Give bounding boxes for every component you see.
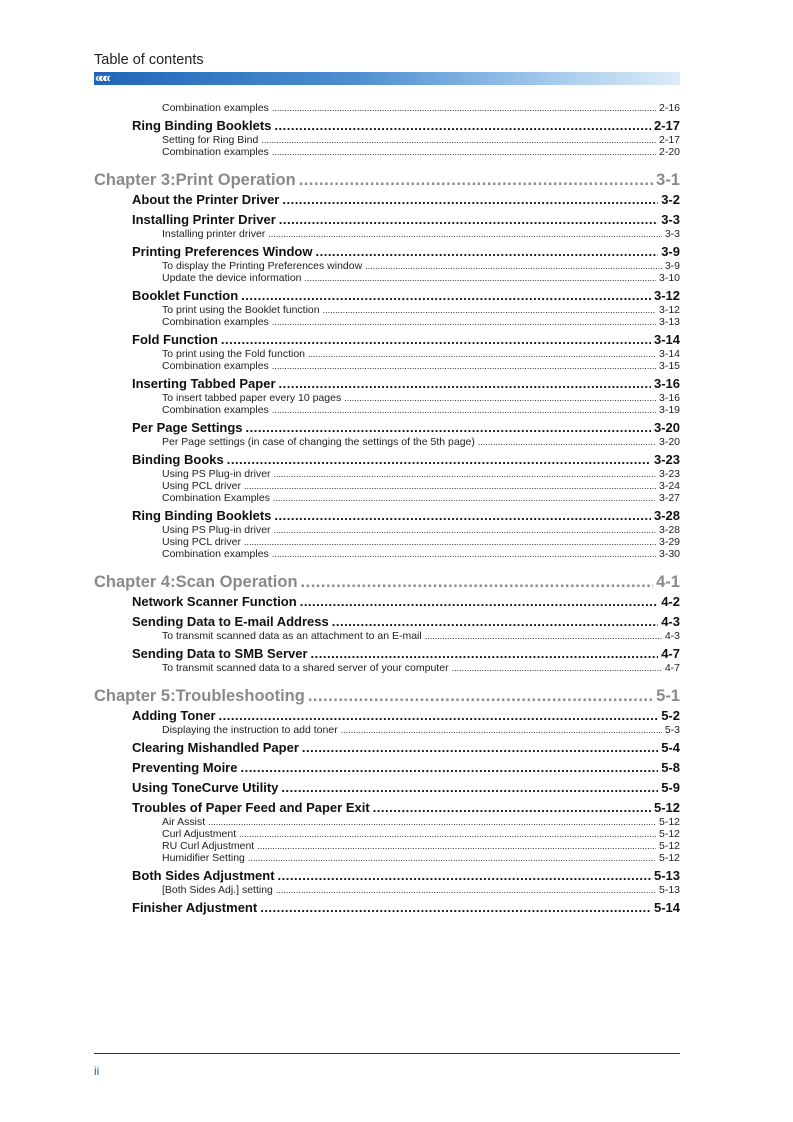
toc-entry-page: 5-4 (661, 740, 680, 755)
toc-entry-page: 3-19 (658, 404, 680, 416)
toc-subsection-entry[interactable] (162, 524, 680, 536)
toc-dot-leader (272, 147, 656, 157)
toc-section-entry[interactable] (132, 760, 680, 775)
toc-subsection-entry[interactable] (162, 662, 680, 674)
toc-entry-page: 3-14 (653, 332, 680, 347)
toc-dot-leader (261, 135, 656, 145)
toc-entry-title: To print using the Fold function (162, 348, 306, 360)
toc-entry-page: 5-13 (658, 884, 680, 896)
toc-entry-title: Troubles of Paper Feed and Paper Exit (132, 800, 370, 815)
toc-subsection-entry[interactable] (162, 272, 680, 284)
toc-dot-leader (478, 437, 656, 447)
toc-entry-page: 4-3 (661, 614, 680, 629)
toc-dot-leader (301, 573, 654, 592)
toc-subsection-entry[interactable] (162, 102, 680, 114)
toc-dot-leader (274, 525, 656, 535)
toc-entry-title: Humidifier Setting (162, 852, 245, 864)
toc-chapter-entry[interactable] (94, 687, 680, 706)
toc-entry-title: Chapter 5:Troubleshooting (94, 687, 305, 705)
toc-entry-title: Chapter 3:Print Operation (94, 171, 296, 189)
toc-entry-title: Using PCL driver (162, 536, 241, 548)
toc-subsection-entry[interactable] (162, 316, 680, 328)
toc-entry-page: 3-29 (658, 536, 680, 548)
toc-entry-page: 5-13 (653, 868, 680, 883)
toc-entry-page: 2-20 (658, 146, 680, 158)
toc-subsection-entry[interactable] (162, 884, 680, 896)
toc-dot-leader (260, 900, 651, 915)
toc-entry-page: 3-20 (653, 420, 680, 435)
toc-subsection-entry[interactable] (162, 840, 680, 852)
toc-dot-leader (227, 452, 651, 467)
toc-entry-title: Printing Preferences Window (132, 244, 313, 259)
header-gradient-bar (94, 72, 680, 85)
toc-entry-page: 3-12 (658, 304, 680, 316)
toc-entry-title: RU Curl Adjustment (162, 840, 255, 852)
toc-section-entry[interactable] (132, 740, 680, 755)
toc-entry-page: 4-7 (661, 646, 680, 661)
toc-subsection-entry[interactable] (162, 228, 680, 240)
toc-entry-page: 5-12 (653, 800, 680, 815)
toc-subsection-entry[interactable] (162, 548, 680, 560)
toc-entry-page: 4-1 (656, 573, 680, 591)
toc-dot-leader (244, 481, 656, 491)
toc-entry-title: Installing Printer Driver (132, 212, 276, 227)
toc-entry-title: Preventing Moire (132, 760, 238, 775)
toc-section-entry[interactable] (132, 868, 680, 883)
toc-section-entry[interactable] (132, 900, 680, 915)
toc-subsection-entry[interactable] (162, 304, 680, 316)
toc-section-entry[interactable] (132, 288, 680, 303)
toc-entry-title: Combination examples (162, 404, 269, 416)
toc-entry-page: 3-16 (658, 392, 680, 404)
toc-entry-page: 3-15 (658, 360, 680, 372)
toc-subsection-entry[interactable] (162, 630, 680, 642)
toc-entry-title: To insert tabbed paper every 10 pages (162, 392, 342, 404)
toc-dot-leader (299, 171, 653, 190)
toc-chapter-entry[interactable] (94, 171, 680, 190)
toc-entry-page: 3-3 (661, 212, 680, 227)
toc-entry-title: Update the device information (162, 272, 302, 284)
toc-entry-page: 5-2 (661, 708, 680, 723)
toc-dot-leader (208, 817, 656, 827)
toc-subsection-entry[interactable] (162, 146, 680, 158)
toc-entry-title: Sending Data to SMB Server (132, 646, 308, 661)
toc-dot-leader (272, 549, 656, 559)
toc-subsection-entry[interactable] (162, 536, 680, 548)
toc-section-entry[interactable] (132, 452, 680, 467)
toc-section-entry[interactable] (132, 708, 680, 723)
toc-dot-leader (281, 780, 658, 795)
toc-entry-title: About the Printer Driver (132, 192, 280, 207)
toc-dot-leader (315, 244, 658, 259)
toc-section-entry[interactable] (132, 244, 680, 259)
toc-entry-page: 4-2 (661, 594, 680, 609)
toc-subsection-entry[interactable] (162, 360, 680, 372)
toc-entry-title: Combination examples (162, 316, 269, 328)
toc-entry-page: 2-16 (658, 102, 680, 114)
toc-entry-page: 3-24 (658, 480, 680, 492)
toc-entry-page: 4-3 (664, 630, 680, 642)
toc-subsection-entry[interactable] (162, 348, 680, 360)
toc-entry-page: 3-9 (661, 244, 680, 259)
toc-subsection-entry[interactable] (162, 852, 680, 864)
toc-dot-leader (272, 405, 656, 415)
toc-entry-page: 2-17 (658, 134, 680, 146)
toc-entry-title: To transmit scanned data as an attachment to an E-mail (162, 630, 422, 642)
toc-dot-leader (274, 118, 651, 133)
toc-subsection-entry[interactable] (162, 404, 680, 416)
toc-entry-title: Network Scanner Function (132, 594, 297, 609)
toc-subsection-entry[interactable] (162, 816, 680, 828)
toc-dot-leader (279, 212, 658, 227)
page-header-title: Table of contents (94, 52, 204, 68)
toc-entry-title: To display the Printing Preferences window (162, 260, 363, 272)
toc-entry-title: [Both Sides Adj.] setting (162, 884, 273, 896)
toc-entry-title: To print using the Booklet function (162, 304, 320, 316)
toc-entry-title: Both Sides Adjustment (132, 868, 275, 883)
toc-entry-page: 5-12 (658, 828, 680, 840)
toc-entry-page: 3-23 (658, 468, 680, 480)
toc-dot-leader (272, 317, 656, 327)
toc-subsection-entry[interactable] (162, 828, 680, 840)
toc-entry-title: Using PS Plug-in driver (162, 468, 271, 480)
toc-entry-page: 5-9 (661, 780, 680, 795)
toc-dot-leader (300, 594, 659, 609)
toc-section-entry[interactable] (132, 420, 680, 435)
toc-subsection-entry[interactable] (162, 436, 680, 448)
toc-entry-title: Displaying the instruction to add toner (162, 724, 338, 736)
toc-entry-title: Combination examples (162, 360, 269, 372)
toc-entry-title: Air Assist (162, 816, 206, 828)
toc-dot-leader (302, 740, 658, 755)
toc-entry-title: Per Page settings (in case of changing the settings of the 5th page) (162, 436, 475, 448)
toc-section-entry[interactable] (132, 780, 680, 795)
toc-subsection-entry[interactable] (162, 134, 680, 146)
toc-dot-leader (244, 537, 656, 547)
toc-dot-leader (452, 663, 662, 673)
toc-entry-page: 5-8 (661, 760, 680, 775)
toc-dot-leader (274, 469, 656, 479)
toc-entry-title: Fold Function (132, 332, 218, 347)
toc-entry-title: Inserting Tabbed Paper (132, 376, 276, 391)
toc-subsection-entry[interactable] (162, 392, 680, 404)
chevron-left-icon: ««« (95, 70, 108, 85)
toc-entry-page: 3-20 (658, 436, 680, 448)
toc-dot-leader (248, 853, 656, 863)
toc-entry-title: Booklet Function (132, 288, 239, 303)
toc-entry-page: 3-9 (664, 260, 680, 272)
toc-entry-title: Combination Examples (162, 492, 270, 504)
toc-dot-leader (272, 361, 656, 371)
toc-dot-leader (278, 868, 651, 883)
toc-dot-leader (276, 885, 656, 895)
toc-entry-page: 3-28 (653, 508, 680, 523)
toc-entry-title: Using PS Plug-in driver (162, 524, 271, 536)
toc-subsection-entry[interactable] (162, 724, 680, 736)
toc-dot-leader (240, 760, 658, 775)
toc-entry-title: Using ToneCurve Utility (132, 780, 279, 795)
toc-section-entry[interactable] (132, 594, 680, 609)
toc-entry-page: 3-3 (664, 228, 680, 240)
toc-dot-leader (241, 288, 651, 303)
toc-entry-title: Installing printer driver (162, 228, 266, 240)
toc-chapter-entry[interactable] (94, 573, 680, 592)
toc-entry-title: Combination examples (162, 146, 269, 158)
toc-subsection-entry[interactable] (162, 492, 680, 504)
toc-entry-page: 3-23 (653, 452, 680, 467)
toc-section-entry[interactable] (132, 614, 680, 629)
toc-entry-page: 5-3 (664, 724, 680, 736)
toc-dot-leader (257, 841, 656, 851)
toc-entry-page: 3-1 (656, 171, 680, 189)
toc-entry-title: Using PCL driver (162, 480, 241, 492)
toc-entry-page: 5-14 (653, 900, 680, 915)
toc-entry-title: Ring Binding Booklets (132, 508, 272, 523)
toc-section-entry[interactable] (132, 508, 680, 523)
toc-entry-page: 3-30 (658, 548, 680, 560)
toc-entry-title: Setting for Ring Bind (162, 134, 259, 146)
toc-dot-leader (425, 631, 662, 641)
toc-entry-title: Chapter 4:Scan Operation (94, 573, 298, 591)
toc-entry-page: 5-12 (658, 852, 680, 864)
toc-dot-leader (365, 261, 662, 271)
toc-subsection-entry[interactable] (162, 468, 680, 480)
toc-section-entry[interactable] (132, 646, 680, 661)
toc-dot-leader (305, 273, 656, 283)
toc-entry-title: Finisher Adjustment (132, 900, 258, 915)
toc-entry-title: Ring Binding Booklets (132, 118, 272, 133)
toc-section-entry[interactable] (132, 192, 680, 207)
toc-entry-title: Binding Books (132, 452, 224, 467)
toc-section-entry[interactable] (132, 332, 680, 347)
toc-dot-leader (311, 646, 659, 661)
toc-entry-title: Clearing Mishandled Paper (132, 740, 299, 755)
toc-entry-title: Combination examples (162, 102, 269, 114)
toc-section-entry[interactable] (132, 212, 680, 227)
toc-dot-leader (272, 103, 656, 113)
toc-entry-page: 2-17 (653, 118, 680, 133)
toc-entry-page: 3-27 (658, 492, 680, 504)
page-number: ii (94, 1064, 100, 1078)
toc-entry-title: Per Page Settings (132, 420, 243, 435)
toc-entry-title: Adding Toner (132, 708, 216, 723)
toc-dot-leader (246, 420, 651, 435)
toc-dot-leader (341, 725, 662, 735)
toc-dot-leader (344, 393, 656, 403)
toc-dot-leader (308, 349, 656, 359)
toc-dot-leader (239, 829, 656, 839)
toc-section-entry[interactable] (132, 800, 680, 815)
toc-entry-title: Curl Adjustment (162, 828, 237, 840)
toc-dot-leader (308, 687, 653, 706)
toc-dot-leader (373, 800, 651, 815)
toc-entry-title: To transmit scanned data to a shared server of your computer (162, 662, 449, 674)
toc-entry-page: 5-12 (658, 816, 680, 828)
toc-dot-leader (221, 332, 651, 347)
toc-entry-page: 3-14 (658, 348, 680, 360)
toc-entry-page: 5-12 (658, 840, 680, 852)
footer-divider (94, 1053, 680, 1054)
toc-entry-title: Sending Data to E-mail Address (132, 614, 329, 629)
toc-dot-leader (219, 708, 659, 723)
toc-entry-page: 3-28 (658, 524, 680, 536)
toc-entry-page: 3-10 (658, 272, 680, 284)
toc-subsection-entry[interactable] (162, 260, 680, 272)
toc-dot-leader (279, 376, 651, 391)
toc-entry-page: 3-12 (653, 288, 680, 303)
toc-section-entry[interactable] (132, 376, 680, 391)
toc-dot-leader (274, 508, 651, 523)
toc-entry-page: 3-16 (653, 376, 680, 391)
toc-section-entry[interactable] (132, 118, 680, 133)
toc-dot-leader (332, 614, 658, 629)
toc-entry-title: Combination examples (162, 548, 269, 560)
toc-entry-page: 3-13 (658, 316, 680, 328)
toc-dot-leader (273, 493, 656, 503)
toc-entry-page: 3-2 (661, 192, 680, 207)
toc-dot-leader (323, 305, 656, 315)
toc-subsection-entry[interactable] (162, 480, 680, 492)
toc-entry-page: 4-7 (664, 662, 680, 674)
toc-entry-page: 5-1 (656, 687, 680, 705)
toc-dot-leader (268, 229, 662, 239)
toc-dot-leader (282, 192, 658, 207)
